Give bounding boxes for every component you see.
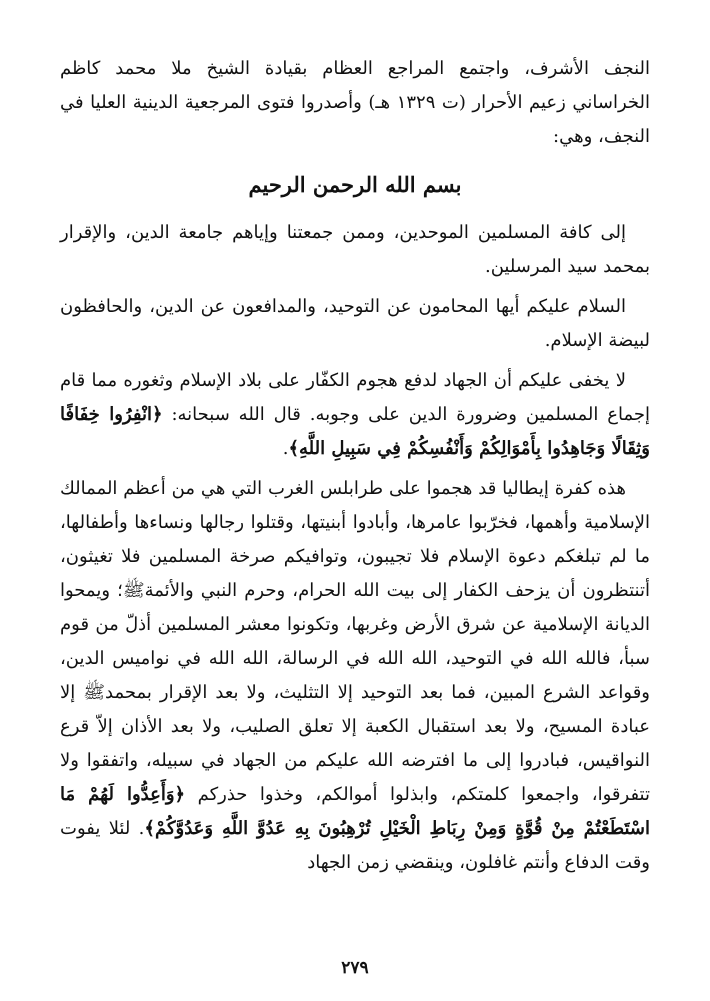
paragraph-text: لا يخفى عليكم أن الجهاد لدفع هجوم الكفّار على بلاد الإسلام وثغوره مما قام إجماع المسلمين وضرورة الدين على وجوبه. قال الله سبحانه:: [60, 370, 650, 425]
fatwa-paragraph-address: إلى كافة المسلمين الموحدين، وممن جمعتنا وإياهم جامعة الدين، والإقرار بمحمد سيد المرسلين.: [60, 222, 650, 277]
quran-verse: ﴿انْفِرُوا خِفَافًا وَثِقَالًا وَجَاهِدُوا بِأَمْوَالِكُمْ وَأَنْفُسِكُمْ فِي سَبِيلِ اللَّهِ﴾: [60, 404, 650, 459]
quran-verse: ﴿وَأَعِدُّوا لَهُمْ مَا اسْتَطَعْتُمْ مِنْ قُوَّةٍ وَمِنْ رِبَاطِ الْخَيْلِ تُرْهِبُونَ بِهِ عَدُوَّ اللَّهِ وَعَدُوَّكُمْ﴾: [60, 784, 650, 839]
fatwa-paragraph-greeting: السلام عليكم أيها المحامون عن التوحيد، والمدافعون عن الدين، والحافظون لبيضة الإسلام.: [60, 296, 650, 351]
fatwa-paragraph-italy: [60, 472, 650, 880]
fatwa-paragraph-jihad-duty: [60, 364, 650, 466]
paragraph-text: هذه كفرة إيطاليا قد هجموا على طرابلس الغرب التي هي من أعظم الممالك الإسلامية وأهمها، فخرّبوا عامرها، وأبادوا أبنيتها، وقتلوا رجالها ونساءها وأطفالها، ما لم تبلغكم دعوة الإسلام فلا تجيبون، وتوافيكم صرخة المسلمين فلا تغيثون، أتنتظرون أن يزحف الكفار إلى بيت الله الحرام، وحرم النبي والأئمةﷺ؛ ويمحوا الديانة الإسلامية عن شرق الأرض وغربها، وتكونوا معشر المسلمين أذلّ من قوم سبأ، فالله الله في التوحيد، الله الله في الرسالة، الله الله في نواميس الدين، وقواعد الشرع المبين، فما بعد التوحيد إلا التثليث، ولا بعد الإقرار بمحمدﷺ إلا عبادة المسيح، ولا بعد استقبال الكعبة إلا تعلق الصليب، ولا بعد الأذان إلاّ قرع النواقيس، فبادروا إلى ما افترضه الله عليكم من الجهاد في سبيله، واتفقوا ولا تتفرقوا، واجمعوا كلمتكم، وابذلوا أموالكم، وخذوا حذركم: [60, 478, 650, 805]
page-number: ٢٧٩: [341, 958, 369, 978]
basmala-heading: بسم الله الرحمن الرحيم: [248, 172, 462, 197]
paragraph-text: . لئلا يفوت وقت الدفاع وأنتم غافلون، وينقضي زمن الجهاد: [60, 818, 650, 873]
intro-paragraph: النجف الأشرف، واجتمع المراجع العظام بقيادة الشيخ ملا محمد كاظم الخراساني زعيم الأحرار (ت ١٣٢٩ هـ) وأصدروا فتوى المرجعية الدينية العليا في النجف، وهي:: [60, 58, 650, 147]
paragraph-text: .: [282, 438, 289, 459]
page-body: [60, 52, 650, 941]
